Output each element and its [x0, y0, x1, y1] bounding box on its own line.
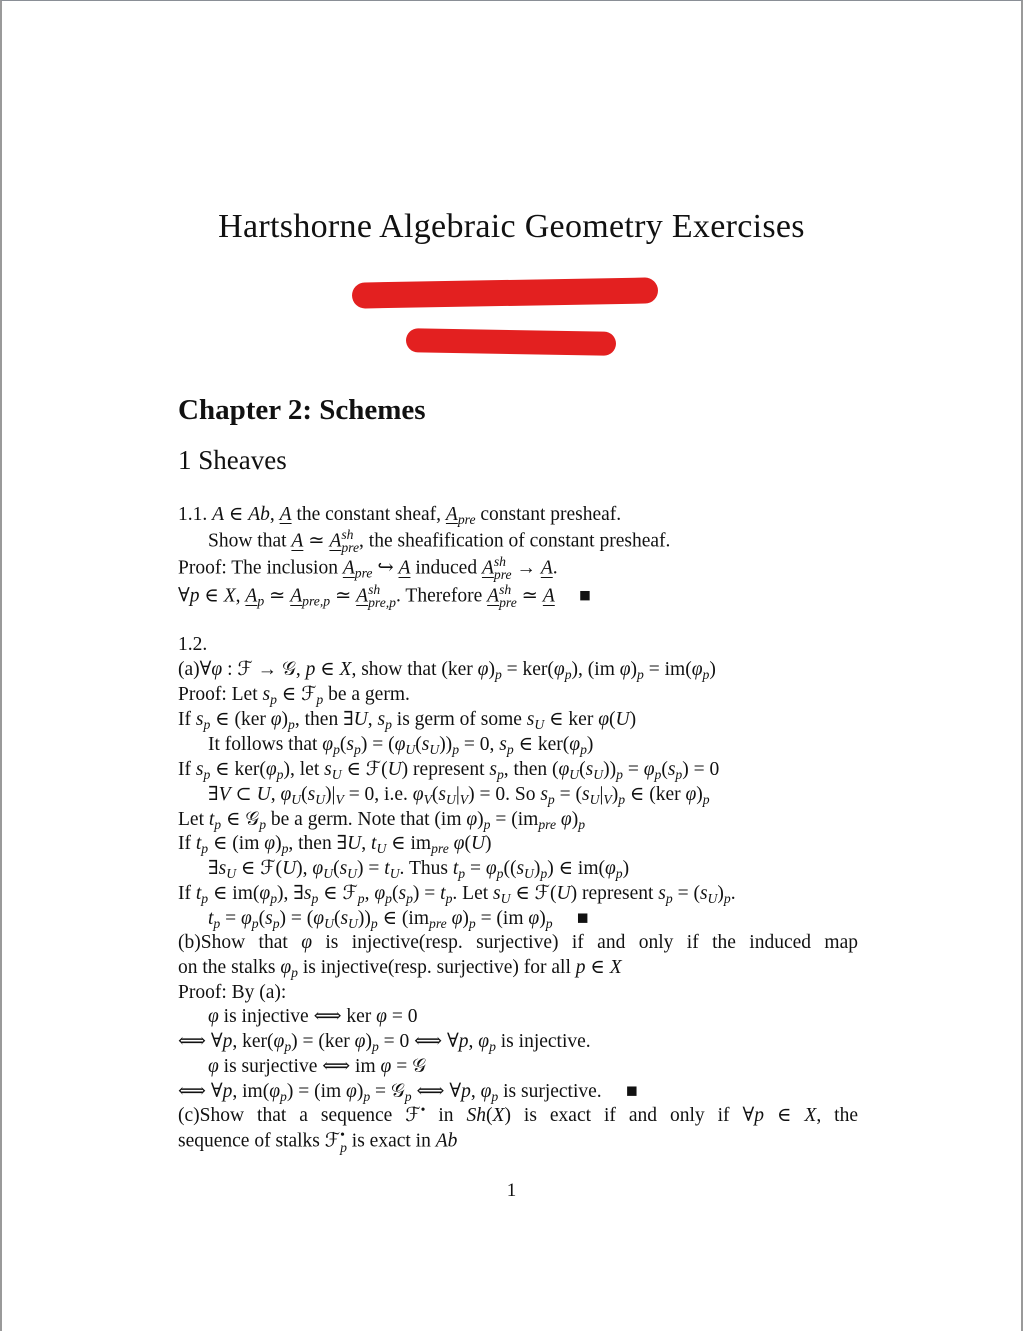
text-line: Show that A ≃ A sh pre , the sheafification of constant presheaf. — [208, 527, 671, 555]
chapter-heading: Chapter 2: Schemes — [178, 394, 426, 426]
author-redaction — [352, 277, 658, 308]
text-line: (c)Show that a sequence ℱ• in Sh(X) is exact if and only if ∀p ∈ X, the — [178, 1102, 858, 1126]
text-line: If $s_p$ ∈ (ker $\varphi)_p$, then ∃U, $s_p$ is germ of some $s_U$ ∈ ker φ(U) — [178, 709, 637, 733]
text-line: If $t_p$ ∈ $im(\varphi_p)$, $\exists s_p$ ∈ ℱ$_p$, $\varphi_p(s_p) = t_p$. Let $s_U$ ∈ ℱ(U) represent $s_p = (s_U)_p$. — [178, 883, 736, 907]
document-title: Hartshorne Algebraic Geometry Exercises — [218, 208, 805, 245]
text-line: on the stalks $\varphi_p$ is injective(resp. surjective) for all p ∈ X — [178, 957, 622, 981]
text-line: Let $t_p$ ∈ 𝒢$_p$ be a germ. Note that (im $\varphi)_p = (im_{pre}$ $\varphi)_p$ — [178, 809, 586, 833]
text-line: It follows that $\varphi_p(s_p) = (\varphi_U(s_U))_p = 0$, $s_p$ ∈ $ker(\varphi_p)$ — [208, 734, 594, 758]
text-line: ∃V ⊂ U, $\varphi_U(s_U)|_V = 0$, i.e. $\varphi_V(s_U|_V) = 0$. So $s_p = (s_U|_V)_p$ ∈ (ker $\varphi)_p$ — [208, 784, 710, 808]
text-line: If $t_p$ ∈ (im $\varphi)_p$, then ∃U, $t_U$ ∈ $im_{pre}$ φ(U) — [178, 833, 492, 857]
text-line: ⟺ ∀p, $ker(\varphi_p) = (ker$ $\varphi)_p = 0$ ⟺ ∀p, $\varphi_p$ is injective. — [178, 1031, 591, 1055]
text-line: ∀p ∈ X, $A_p$ ≃ $A_{pre,p}$ ≃ A sh pre,p . Therefore A sh pre ≃ A ■ — [178, 582, 591, 610]
text-line: Proof: By (a): — [178, 982, 287, 1003]
text-line: $\exists s_U$ ∈ ℱ(U), $\varphi_U(s_U) = t_U$. Thus $t_p = \varphi_p((s_U)_p)$ ∈ $im(\varphi_p)$ — [208, 858, 630, 882]
text-line: sequence of stalks ℱ • p is exact in Ab — [178, 1127, 458, 1155]
text-line: φ is injective ⟺ ker φ = 0 — [208, 1006, 418, 1027]
text-line: If $s_p$ ∈ $ker(\varphi_p)$, let $s_U$ ∈ ℱ(U) represent $s_p$, then $(\varphi_U(s_U))_p = \varphi_p(s_p) = 0$ — [178, 759, 720, 783]
date-redaction — [406, 328, 616, 356]
text-line: 1.2. — [178, 634, 208, 655]
text-line: $t_p = \varphi_p(s_p) = (\varphi_U(s_U))_p$ ∈ ($im_{pre}$ $\varphi)_p = (im$ $\varphi)_p$ ■ — [208, 908, 589, 932]
text-line: (b)Show that φ is injective(resp. surjective) if and only if the induced map — [178, 932, 859, 953]
page-number: 1 — [506, 1180, 517, 1201]
section-heading: 1 Sheaves — [178, 445, 287, 475]
text-line: 1.1. A ∈ Ab, A the constant sheaf, $A_{pre}$ constant presheaf. — [178, 504, 622, 528]
text-line: φ is surjective ⟺ im φ = 𝒢 — [208, 1056, 426, 1077]
text-line: Proof: The inclusion $A_{pre}$ ↪ A induced A sh pre → A. — [178, 554, 558, 582]
text-line: Proof: Let $s_p$ ∈ ℱ$_p$ be a germ. — [178, 684, 410, 708]
text-line: ⟺ ∀p, $im(\varphi_p) = (im$ $\varphi)_p$ = 𝒢$_p$ ⟺ ∀p, $\varphi_p$ is surjective. ■ — [178, 1081, 638, 1105]
text-line: (a)∀φ : ℱ → 𝒢, p ∈ X, show that (ker $\varphi)_p = ker(\varphi_p)$, (im $\varphi)_p = im(\varphi_p)$ — [178, 659, 716, 683]
